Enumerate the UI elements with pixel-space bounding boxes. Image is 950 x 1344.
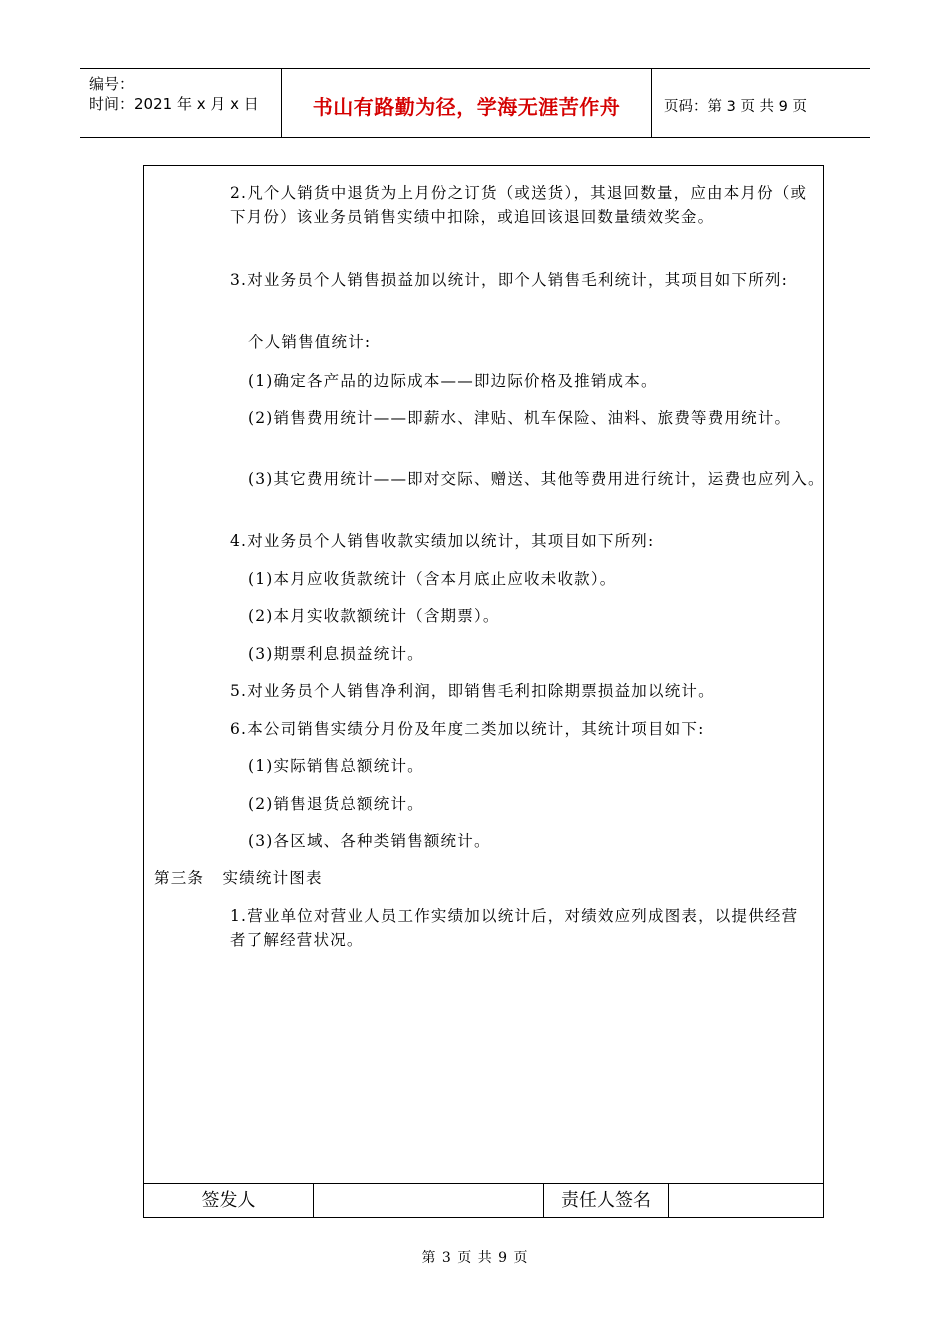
signature-row — [144, 1183, 823, 1218]
header-motto-cell — [282, 69, 652, 137]
article-3-item-1: 1.营业单位对营业人员工作实绩加以统计后，对绩效应列成图表，以提供经营者了解经营状况。 — [230, 907, 799, 949]
document-header — [80, 68, 870, 138]
clause-item-3-2: (2)销售费用统计——即薪水、津贴、机车保险、油料、旅费等费用统计。 — [248, 409, 792, 427]
clause-item-6: 6.本公司销售实绩分月份及年度二类加以统计，其统计项目如下: — [230, 720, 705, 738]
clause-item-6-1: (1)实际销售总额统计。 — [248, 757, 424, 775]
header-page-number: 页码：第 3 页 共 9 页 — [664, 99, 807, 115]
clause-item-4-2: (2)本月实收款额统计（含期票）。 — [248, 607, 500, 625]
responsible-signature-field[interactable] — [669, 1184, 823, 1218]
clause-item-3-3: (3)其它费用统计——即对交际、赠送、其他等费用进行统计，运费也应列入。 — [248, 470, 825, 488]
clause-item-3-1: (1)确定各产品的边际成本——即边际价格及推销成本。 — [248, 372, 658, 390]
clause-item-3: 3.对业务员个人销售损益加以统计，即个人销售毛利统计，其项目如下所列: — [230, 271, 789, 289]
date-label: 时间：2021 年 x 月 x 日 — [89, 95, 259, 113]
issuer-label: 签发人 — [144, 1184, 314, 1218]
serial-number-label: 编号： — [89, 75, 135, 93]
header-page-cell — [652, 69, 870, 137]
clause-item-6-3: (3)各区域、各种类销售额统计。 — [248, 832, 491, 850]
header-meta-cell — [80, 69, 282, 137]
article-3-heading: 第三条 实绩统计图表 — [154, 869, 323, 887]
clause-item-4: 4.对业务员个人销售收款实绩加以统计，其项目如下所列: — [230, 532, 655, 550]
clause-item-2: 2.凡个人销货中退货为上月份之订货（或送货），其退回数量，应由本月份（或下月份）该业务员销售实绩中扣除，或追回该退回数量绩效奖金。 — [230, 184, 808, 226]
clause-item-4-1: (1)本月应收货款统计（含本月底止应收未收款）。 — [248, 570, 617, 588]
issuer-field[interactable] — [314, 1184, 544, 1218]
clause-item-4-3: (3)期票利息损益统计。 — [248, 645, 424, 663]
responsible-signature-label: 责任人签名 — [544, 1184, 669, 1218]
content-frame — [143, 165, 824, 1218]
clause-item-5: 5.对业务员个人销售净利润，即销售毛利扣除期票损益加以统计。 — [230, 682, 715, 700]
page-footer: 第 3 页 共 9 页 — [421, 1250, 529, 1266]
clause-item-6-2: (2)销售退货总额统计。 — [248, 795, 424, 813]
clause-item-3-subheading: 个人销售值统计: — [248, 333, 372, 351]
motto-text: 书山有路勤为径，学海无涯苦作舟 — [312, 95, 621, 119]
